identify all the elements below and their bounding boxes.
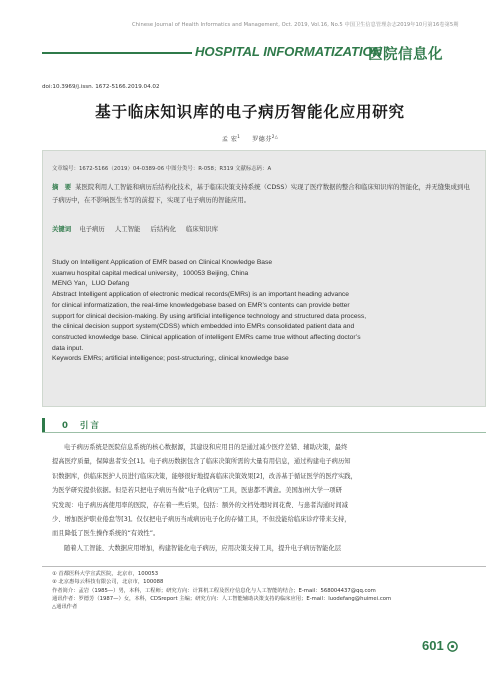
page-corner-icon (447, 641, 458, 652)
author-2-affiliation: 2△ (271, 134, 279, 139)
author-line (0, 134, 500, 143)
body-line: 识数据库，供临床医护人员进行临床决策，能够很好地提高临床决策效果[2]，改善基于循证医学的医疗实践， (52, 472, 357, 480)
body-line: 究发现：电子病历高使用率的医院，存在着一些后果，包括：额外的文档处理时间花费、与患者沟通时间减 (52, 501, 348, 509)
keywords-zh (52, 224, 476, 234)
english-abstract-line: data input. (52, 344, 84, 352)
footnote-rule (42, 566, 486, 567)
section-number: 0 (62, 421, 70, 431)
footnote-author-bio: 作者简介：孟岩（1985—）男，本科，工程师；研究方向：计算机工程及医疗信息化与人工智能的结合；E-mail：568004437@qq.com (52, 587, 376, 594)
header-rule (42, 52, 192, 54)
section-title (62, 419, 101, 431)
keywords-zh-label: 关键词 (52, 225, 72, 233)
body-line: 提高医疗质量，保障患者安全[1]。电子病历数据包含了临床决策所需的大量有用信息，通过构建电子病历知 (52, 458, 351, 466)
body-line: 少、增加医护职业倦怠等[3]。仅仅把电子病历当成病历电子化的存储工具，不但没能给临床诊疗带来支持， (52, 516, 351, 524)
english-authors: MENG Yan，LUO Defang (52, 280, 130, 288)
english-abstract-line: constructed knowledge base. Clinical application of intelligent EMRs came true without affecting doctor’s (52, 333, 361, 341)
header-title-en: HOSPITAL INFORMATIZATION (195, 44, 383, 59)
paper-title: 基于临床知识库的电子病历智能化应用研究 (95, 103, 405, 121)
english-abstract-block (52, 258, 476, 365)
english-abstract-line: for clinical informatization, the real-time knowledgebase based on EMR’s contents can provide better (52, 301, 350, 309)
section-introduction-header (42, 418, 486, 432)
section-marker (42, 418, 45, 432)
footnote-corresponding-mark: △通讯作者 (52, 604, 78, 611)
keyword-zh: 人工智能 (114, 225, 141, 233)
english-title: Study on Intelligent Application of EMR based on Clinical Knowledge Base (52, 259, 273, 266)
english-abstract-line: Abstract Intelligent application of electronic medical records(EMRs) is an important heading advance (52, 291, 349, 299)
journal-citation-line: Chinese Journal of Health Informatics and Management, Oct. 2019, Vol.16, No.5 中国卫生信息管理杂志2019年10月第16卷第5期 (132, 22, 459, 28)
keyword-zh: 后结构化 (150, 225, 176, 233)
article-meta: 文章编号：1672-5166（2019）04-0389-06 中图分类号：R-058；R319 文献标志码：A (52, 166, 272, 172)
section-header-band (42, 44, 486, 62)
abstract-zh (52, 181, 476, 207)
header-title-zh: 医院信息化 (368, 47, 443, 63)
author-2: 罗德芬 (252, 136, 272, 144)
keyword-zh: 临床知识库 (186, 225, 218, 233)
footnotes (52, 570, 482, 611)
section-rule (42, 432, 486, 433)
english-keywords: Keywords EMRs; artificial intelligence; post-structuring;, clinical knowledge base (52, 355, 289, 363)
footnote-affiliation-2: ② 北京惠每云科技有限公司，北京市，100088 (52, 579, 164, 586)
section-name: 引言 (79, 421, 101, 431)
body-line: 电子病历系统是医院信息系统的核心数据源，其建设和应用目的是通过减少医疗差错、辅助决策，最终 (64, 444, 348, 451)
footnote-corresponding-author: 通讯作者：罗德芳（1987—）女，本科，CDSreport 主编；研究方向：人工智能辅助决策支持的临床应用；E-mail：luodefang@huimei.com (52, 595, 392, 602)
body-text (52, 441, 486, 556)
english-abstract-line: the clinical decision support system(CDSS) which embedded into EMRs consolidated patient data and (52, 323, 355, 331)
doi: doi:10.3969/j.issn. 1672-5166.2019.04.02 (42, 84, 160, 90)
author-1-affiliation: 1 (237, 134, 241, 139)
body-line: 为医学研究提供依据。但是若只把电子病历当做“电子化病历”工具，医患都不满意。美国加州大学一项研 (52, 487, 342, 495)
abstract-zh-label: 摘 要 (52, 183, 72, 191)
english-abstract-line: support for clinical decision-making. By using artificial intelligence technology and structured data process, (52, 312, 367, 320)
body-line: 随着人工智能、大数据应用增加，构建智能化电子病历，应用决策支持工具，提升电子病历智能化层 (64, 544, 342, 552)
keyword-zh: 电子病历 (79, 225, 105, 233)
page-number: 601 (422, 638, 444, 653)
author-1: 孟 宏 (221, 136, 238, 144)
body-line: 而且降低了医生操作系统的“有效性”。 (52, 530, 160, 538)
footnote-affiliation-1: ① 首都医科大学宣武医院，北京市，100053 (52, 571, 159, 577)
english-affiliation: xuanwu hospital capital medical university，100053 Beijing, China (52, 269, 249, 277)
abstract-zh-text: 某医院利用人工智能和病历后结构化技术，基于临床决策支持系统（CDSS）实现了医疗数据的整合和临床知识库的智能化，并无缝集成到电子病历中，在不影响医生书写的前提下，实现了电子病历的智能应用。 (52, 183, 470, 204)
